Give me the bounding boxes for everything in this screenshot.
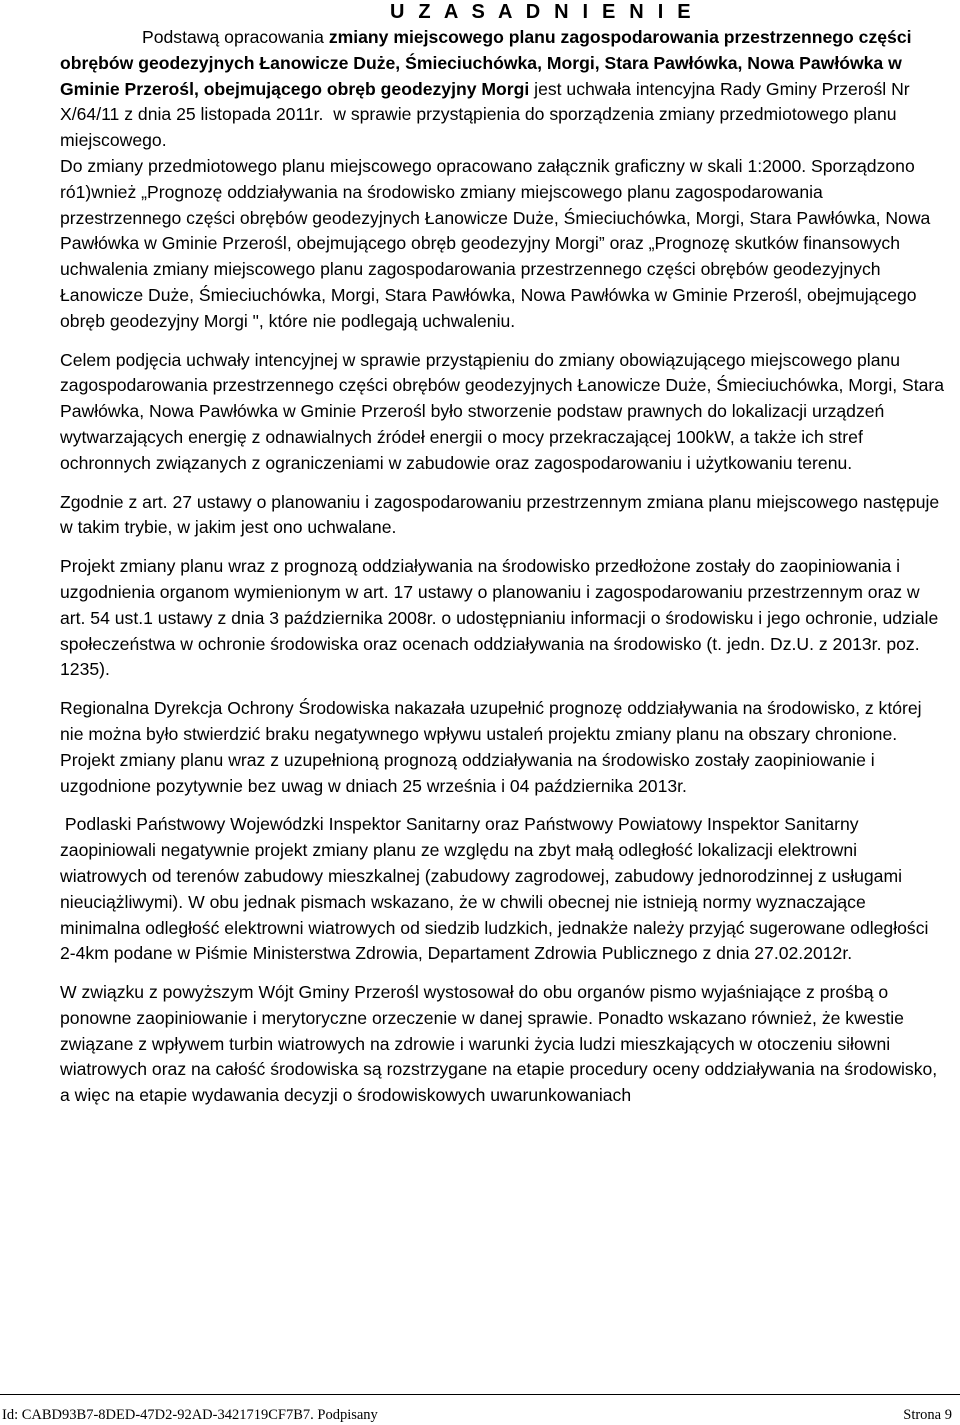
response-paragraph: W związku z powyższym Wójt Gminy Przerośl wystosował do obu organów pismo wyjaśniające z prośbą o ponowne zaopiniowanie i merytoryczne orzeczenie w danej sprawie. Ponadto wskazano również, że kwestie związane z wpływem turbin wiatrowych na zdrowie i warunki życia ludzi mieszkających w otoczeniu siłowni wiatrowych oraz na całość środowiska są rozstrzygane na etapie procedury oceny oddziaływania na środowisko, a więc na etapie wydawania decyzji o środowiskowych uwarunkowaniach [60,982,943,1106]
document-id: Id: CABD93B7-8DED-47D2-92AD-3421719CF7B7. Podpisany [2,1407,378,1423]
purpose-paragraph: Celem podjęcia uchwały intencyjnej w sprawie przystąpieniu do zmiany obowiązującego miejscowego planu zagospodarowania przestrzennego części obrębów geodezyjnych Łanowicze Duże, Śmieciuchówka, Morgi, Stara Pawłówka, Nowa Pawłówka w Gminie Przerośl było stworzenie podstaw prawnych do lokalizacji urządzeń wytwarzających energię z odnawialnych źródeł energii o mocy przekraczającej 100kW, a także ich stref ochronnych związanych z ograniczeniami w zabudowie oraz zagospodarowaniu i użytkowaniu terenu. [60,349,949,473]
rdos-paragraph: Regionalna Dyrekcja Ochrony Środowiska nakazała uzupełnić prognozę oddziaływania na środowisko, z której nie można było stwierdzić braku negatywnego wpływu ustaleń projektu zmiany planu na obszary chronione. Projekt zmiany planu wraz z uzupełnioną prognozą oddziaływania na środowisko zostały zaopiniowanie i uzgodnione pozytywnie bez uwag w dniach 25 września i 04 października 2013r. [60,698,927,796]
intro-text-3: jest uchwała intencyjna Rady Gminy Przerośl Nr X/64/11 z dnia 25 listopada 2011r. w sprawie przystąpienia do sporządzenia zmiany przedmiotowego planu miejscowego. [60,78,915,151]
spacer [60,541,948,554]
sanitary-inspector-paragraph: Podlaski Państwowy Wojewódzki Inspektor Sanitarny oraz Państwowy Powiatowy Inspektor Sanitarny zaopiniowali negatywnie projekt zmiany planu ze względu na zbyt małą odległość lokalizacji elektrowni wiatrowych od terenów zabudowy mieszkalnej (zabudowy zagrodowej, zabudowy jednorodzinnej z usługami nieuciążliwymi). W obu jednak pismach wskazano, że w chwili obecnej nie istnieją normy wyznaczające minimalna odległość elektrowni wiatrowych od siedzib ludzkich, jednakże należy przyjąć sugerowane odległości 2-4km podane w Piśmie Ministerstwa Zdrowia, Departament Zdrowia Publicznego z dnia 27.02.2012r. [60,814,934,964]
intro-text-1: Podstawą opracowania [142,27,329,47]
spacer [60,335,948,348]
procedure-paragraph: Zgodnie z art. 27 ustawy o planowaniu i zagospodarowaniu przestrzennym zmiana planu miejscowego następuje w takim trybie, w jakim jest ono uchwalane. [60,491,945,538]
page-footer [0,1394,960,1425]
consultation-paragraph: Projekt zmiany planu wraz z prognozą oddziaływania na środowisko przedłożone zostały do zaopiniowania i uzgodnienia organom wymienionym w art. 17 ustawy o planowaniu i zagospodarowaniu przestrzennym oraz w art. 54 ust.1 ustawy z dnia 3 października 2008r. o udostępnianiu informacji o środowisku i jego ochronie, udziale społeczeństwa w ochronie środowiska oraz ocenach oddziaływania na środowisko (t. jedn. Dz.U. z 2013r. poz. 1235). [60,556,944,680]
spacer [60,967,948,980]
document-heading: U Z A S A D N I E N I E [390,1,695,23]
intro-paragraph [60,25,948,154]
spacer [60,683,948,696]
spacer [60,477,948,490]
intro-plan-title: zmiany miejscowego planu zagospodarowania przestrzennego części obrębów geodezyjnych Łanowicze Duże, Śmieciuchówka, Morgi, Stara Pawłówka, Nowa Pawłówka w Gminie Przerośl, obejmującego obręb geodezyjny Morgi [60,27,917,99]
spacer [60,799,948,812]
page-number: Strona 9 [903,1407,952,1423]
document-page [60,0,948,1109]
attachments-paragraph: Do zmiany przedmiotowego planu miejscowego opracowano załącznik graficzny w skali 1:2000. Sporządzono ró1)wnież „Prognozę oddziaływania na środowisko zmiany miejscowego planu zagospodarowania przestrzennego części obrębów geodezyjnych Łanowicze Duże, Śmieciuchówka, Morgi, Stara Pawłówka, Nowa Pawłówka w Gminie Przerośl, obejmującego obręb geodezyjny Morgi” oraz „Prognozę skutków finansowych uchwalenia zmiany miejscowego planu zagospodarowania przestrzennego części obrębów geodezyjnych Łanowicze Duże, Śmieciuchówka, Morgi, Stara Pawłówka, Nowa Pawłówka w Gminie Przerośl, obejmującego obręb geodezyjny Morgi ", które nie podlegają uchwaleniu. [60,155,936,331]
